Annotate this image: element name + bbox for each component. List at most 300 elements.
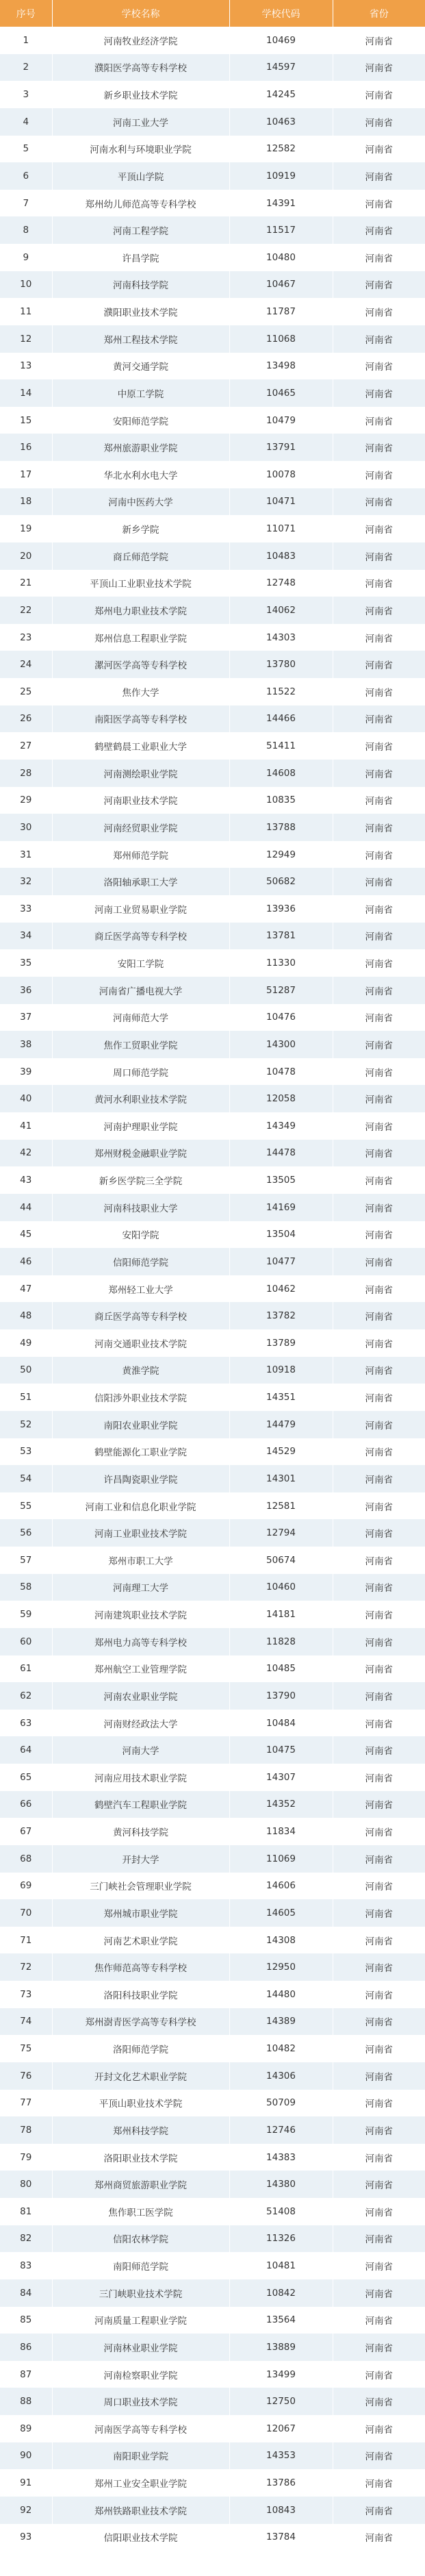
table-row [0,1981,425,2008]
table-row [0,216,425,244]
table-row [0,1302,425,1329]
cell-province: 河南省 [333,1492,425,1520]
cell-serial: 24 [0,651,52,678]
cell-province: 河南省 [333,1384,425,1411]
table-row [0,2035,425,2062]
cell-school-code: 14307 [229,1764,333,1791]
cell-serial: 46 [0,1248,52,1275]
cell-school-name: 郑州旅游职业学院 [52,434,229,461]
cell-serial: 76 [0,2062,52,2090]
cell-serial: 25 [0,678,52,705]
cell-serial: 13 [0,353,52,380]
cell-school-code: 11834 [229,1818,333,1845]
table-row [0,542,425,570]
cell-school-name: 许昌陶瓷职业学院 [52,1465,229,1492]
cell-school-name: 信阳农林学院 [52,2225,229,2253]
cell-province: 河南省 [333,923,425,950]
cell-school-code: 10843 [229,2497,333,2524]
cell-serial: 8 [0,216,52,244]
cell-serial: 86 [0,2334,52,2361]
cell-school-name: 郑州工程技术学院 [52,325,229,353]
cell-serial: 2 [0,54,52,82]
cell-school-name: 信阳职业技术学院 [52,2524,229,2551]
cell-serial: 74 [0,2008,52,2036]
cell-serial: 34 [0,923,52,950]
cell-province: 河南省 [333,1981,425,2008]
table-row [0,1112,425,1140]
table-body [0,27,425,2551]
cell-school-code: 14608 [229,760,333,787]
cell-serial: 55 [0,1492,52,1520]
cell-province: 河南省 [333,705,425,733]
table-row [0,1574,425,1601]
cell-school-name: 河南应用技术职业学院 [52,1764,229,1791]
cell-province: 河南省 [333,515,425,542]
cell-province: 河南省 [333,1465,425,1492]
table-row [0,2279,425,2307]
cell-serial: 62 [0,1682,52,1710]
cell-serial: 57 [0,1547,52,1574]
cell-school-name: 洛阳轴承职工大学 [52,868,229,895]
table-row [0,1736,425,1764]
cell-school-code: 10469 [229,27,333,54]
cell-school-code: 10483 [229,542,333,570]
cell-serial: 90 [0,2442,52,2470]
cell-school-name: 河南财经政法大学 [52,1710,229,1737]
cell-school-code: 10918 [229,1357,333,1384]
cell-serial: 81 [0,2198,52,2225]
cell-serial: 79 [0,2144,52,2171]
cell-school-code: 10479 [229,407,333,434]
cell-province: 河南省 [333,407,425,434]
table-row [0,1791,425,1818]
cell-school-code: 10467 [229,271,333,299]
cell-serial: 48 [0,1302,52,1329]
cell-school-code: 14351 [229,1384,333,1411]
cell-province: 河南省 [333,1873,425,1900]
cell-serial: 31 [0,841,52,868]
table-row [0,244,425,271]
cell-school-code: 14169 [229,1194,333,1221]
cell-province: 河南省 [333,162,425,190]
cell-school-code: 13789 [229,1329,333,1357]
cell-serial: 44 [0,1194,52,1221]
cell-school-code: 13786 [229,2469,333,2497]
cell-serial: 6 [0,162,52,190]
cell-school-name: 许昌学院 [52,244,229,271]
cell-school-name: 河南医学高等专科学校 [52,2415,229,2442]
cell-province: 河南省 [333,2225,425,2253]
cell-serial: 84 [0,2279,52,2307]
cell-school-name: 郑州市职工大学 [52,1547,229,1574]
cell-school-name: 焦作大学 [52,678,229,705]
table-row [0,2307,425,2334]
table-row [0,298,425,325]
cell-serial: 42 [0,1140,52,1167]
cell-school-name: 河南护理职业学院 [52,1112,229,1140]
cell-province: 河南省 [333,1736,425,1764]
cell-school-name: 郑州信息工程职业学院 [52,624,229,651]
cell-school-code: 14300 [229,1031,333,1058]
header-serial: 序号 [0,0,52,27]
cell-school-code: 11522 [229,678,333,705]
cell-school-code: 13782 [229,1302,333,1329]
cell-province: 河南省 [333,1221,425,1249]
cell-school-code: 13790 [229,1682,333,1710]
cell-serial: 9 [0,244,52,271]
cell-serial: 87 [0,2361,52,2388]
cell-school-name: 鹤壁鹤晨工业职业大学 [52,732,229,760]
cell-school-name: 河南工业贸易职业学院 [52,895,229,923]
cell-province: 河南省 [333,1818,425,1845]
cell-serial: 78 [0,2116,52,2144]
table-header [0,0,425,27]
cell-province: 河南省 [333,1682,425,1710]
cell-serial: 75 [0,2035,52,2062]
cell-serial: 27 [0,732,52,760]
cell-school-code: 10462 [229,1275,333,1303]
table-row [0,1818,425,1845]
table-row [0,2469,425,2497]
cell-school-code: 12949 [229,841,333,868]
cell-school-code: 13936 [229,895,333,923]
cell-serial: 54 [0,1465,52,1492]
cell-province: 河南省 [333,2497,425,2524]
cell-serial: 49 [0,1329,52,1357]
table-row [0,1927,425,1954]
table-row [0,2524,425,2551]
cell-school-name: 新乡医学院三全学院 [52,1166,229,1194]
cell-serial: 12 [0,325,52,353]
cell-school-code: 10482 [229,2035,333,2062]
cell-school-code: 14301 [229,1465,333,1492]
cell-serial: 80 [0,2171,52,2198]
table-row [0,1357,425,1384]
cell-province: 河南省 [333,271,425,299]
cell-province: 河南省 [333,949,425,977]
cell-serial: 33 [0,895,52,923]
table-row [0,1166,425,1194]
table-row [0,1140,425,1167]
cell-school-name: 河南建筑职业技术学院 [52,1601,229,1628]
header-school-code: 学校代码 [229,0,333,27]
cell-serial: 93 [0,2524,52,2551]
cell-school-code: 12748 [229,570,333,597]
cell-serial: 20 [0,542,52,570]
cell-school-code: 51408 [229,2198,333,2225]
cell-province: 河南省 [333,1547,425,1574]
cell-serial: 14 [0,379,52,407]
table-row [0,651,425,678]
cell-school-code: 12067 [229,2415,333,2442]
cell-school-name: 洛阳科技职业学院 [52,1981,229,2008]
cell-school-code: 13889 [229,2334,333,2361]
cell-province: 河南省 [333,1438,425,1466]
cell-province: 河南省 [333,2116,425,2144]
table-row [0,2198,425,2225]
table-row [0,2252,425,2279]
cell-school-name: 安阳学院 [52,1221,229,1249]
table-row [0,325,425,353]
cell-province: 河南省 [333,760,425,787]
table-row [0,271,425,299]
cell-school-name: 河南师范大学 [52,1004,229,1031]
cell-school-name: 开封文化艺术职业学院 [52,2062,229,2090]
cell-school-code: 11071 [229,515,333,542]
cell-province: 河南省 [333,2198,425,2225]
table-row [0,2497,425,2524]
cell-province: 河南省 [333,1194,425,1221]
cell-serial: 92 [0,2497,52,2524]
cell-serial: 47 [0,1275,52,1303]
cell-school-name: 新乡职业技术学院 [52,81,229,108]
cell-school-code: 13505 [229,1166,333,1194]
cell-province: 河南省 [333,1031,425,1058]
cell-province: 河南省 [333,977,425,1004]
cell-school-code: 14383 [229,2144,333,2171]
cell-province: 河南省 [333,678,425,705]
cell-school-code: 14606 [229,1873,333,1900]
cell-school-name: 郑州轻工业大学 [52,1275,229,1303]
cell-school-code: 10078 [229,461,333,488]
cell-school-name: 南阳师范学院 [52,2252,229,2279]
cell-school-code: 13784 [229,2524,333,2551]
header-province: 省份 [333,0,425,27]
cell-serial: 51 [0,1384,52,1411]
cell-serial: 29 [0,787,52,814]
cell-school-name: 鹤壁汽车工程职业学院 [52,1791,229,1818]
cell-province: 河南省 [333,136,425,163]
cell-school-code: 12750 [229,2388,333,2415]
cell-serial: 82 [0,2225,52,2253]
cell-serial: 63 [0,1710,52,1737]
cell-school-code: 14380 [229,2171,333,2198]
cell-serial: 56 [0,1519,52,1547]
table-row [0,1519,425,1547]
cell-province: 河南省 [333,1411,425,1438]
table-row [0,407,425,434]
cell-school-code: 10480 [229,244,333,271]
cell-school-code: 14466 [229,705,333,733]
table-row [0,379,425,407]
cell-school-name: 平顶山职业技术学院 [52,2090,229,2117]
table-row [0,1465,425,1492]
cell-serial: 85 [0,2307,52,2334]
table-row [0,705,425,733]
table-row [0,2388,425,2415]
cell-serial: 71 [0,1927,52,1954]
cell-school-code: 13791 [229,434,333,461]
cell-province: 河南省 [333,54,425,82]
cell-province: 河南省 [333,1601,425,1628]
table-row [0,1628,425,1655]
cell-province: 河南省 [333,814,425,841]
table-row [0,2171,425,2198]
cell-school-name: 河南质量工程职业学院 [52,2307,229,2334]
cell-school-name: 南阳医学高等专科学校 [52,705,229,733]
cell-province: 河南省 [333,787,425,814]
cell-province: 河南省 [333,2171,425,2198]
cell-school-code: 11517 [229,216,333,244]
table-row [0,353,425,380]
cell-school-code: 10919 [229,162,333,190]
cell-serial: 38 [0,1031,52,1058]
cell-school-name: 濮阳职业技术学院 [52,298,229,325]
cell-serial: 89 [0,2415,52,2442]
cell-school-code: 12058 [229,1085,333,1112]
cell-school-name: 安阳工学院 [52,949,229,977]
cell-province: 河南省 [333,325,425,353]
table-row [0,1601,425,1628]
cell-province: 河南省 [333,108,425,136]
cell-province: 河南省 [333,570,425,597]
cell-school-name: 平顶山学院 [52,162,229,190]
table-row [0,949,425,977]
table-row [0,81,425,108]
table-row [0,841,425,868]
cell-serial: 67 [0,1818,52,1845]
table-row [0,1221,425,1249]
table-row [0,895,425,923]
cell-serial: 73 [0,1981,52,2008]
cell-school-name: 黄淮学院 [52,1357,229,1384]
table-row [0,54,425,82]
table-row [0,1492,425,1520]
cell-school-code: 50682 [229,868,333,895]
cell-school-name: 河南中医药大学 [52,488,229,516]
table-row [0,732,425,760]
cell-school-name: 商丘师范学院 [52,542,229,570]
cell-province: 河南省 [333,1085,425,1112]
cell-school-code: 10842 [229,2279,333,2307]
cell-school-name: 郑州电力职业技术学院 [52,597,229,624]
table-row [0,814,425,841]
cell-province: 河南省 [333,2415,425,2442]
cell-province: 河南省 [333,1710,425,1737]
cell-school-code: 14349 [229,1112,333,1140]
cell-province: 河南省 [333,2090,425,2117]
cell-province: 河南省 [333,1791,425,1818]
cell-province: 河南省 [333,2062,425,2090]
cell-school-name: 濮阳医学高等专科学校 [52,54,229,82]
cell-province: 河南省 [333,1275,425,1303]
cell-province: 河南省 [333,1302,425,1329]
cell-school-code: 10471 [229,488,333,516]
cell-province: 河南省 [333,2361,425,2388]
cell-province: 河南省 [333,461,425,488]
cell-school-name: 郑州商贸旅游职业学院 [52,2171,229,2198]
cell-school-name: 河南工业职业技术学院 [52,1519,229,1547]
cell-school-code: 50709 [229,2090,333,2117]
table-row [0,27,425,54]
cell-school-code: 51287 [229,977,333,1004]
cell-serial: 36 [0,977,52,1004]
cell-school-name: 河南水利与环境职业学院 [52,136,229,163]
table-row [0,2008,425,2036]
cell-province: 河南省 [333,624,425,651]
cell-serial: 60 [0,1628,52,1655]
cell-school-code: 10476 [229,1004,333,1031]
table-row [0,1194,425,1221]
cell-province: 河南省 [333,542,425,570]
cell-serial: 7 [0,190,52,217]
table-row [0,1031,425,1058]
cell-school-code: 10481 [229,2252,333,2279]
cell-school-code: 12794 [229,1519,333,1547]
table-row [0,1004,425,1031]
cell-school-code: 14597 [229,54,333,82]
cell-province: 河南省 [333,1628,425,1655]
cell-school-name: 郑州城市职业学院 [52,1899,229,1927]
cell-school-code: 13499 [229,2361,333,2388]
cell-school-code: 13788 [229,814,333,841]
cell-school-name: 河南测绘职业学院 [52,760,229,787]
cell-school-name: 郑州铁路职业技术学院 [52,2497,229,2524]
cell-province: 河南省 [333,1953,425,1981]
table-row [0,2090,425,2117]
cell-school-code: 51411 [229,732,333,760]
cell-school-code: 14478 [229,1140,333,1167]
cell-school-code: 14306 [229,2062,333,2090]
table-row [0,597,425,624]
cell-school-name: 河南交通职业技术学院 [52,1329,229,1357]
cell-school-name: 河南工业和信息化职业学院 [52,1492,229,1520]
cell-province: 河南省 [333,244,425,271]
cell-school-code: 11828 [229,1628,333,1655]
cell-serial: 15 [0,407,52,434]
cell-school-name: 河南职业技术学院 [52,787,229,814]
table-row [0,787,425,814]
cell-school-name: 郑州财税金融职业学院 [52,1140,229,1167]
cell-school-code: 10463 [229,108,333,136]
cell-serial: 64 [0,1736,52,1764]
table-row [0,1411,425,1438]
cell-school-name: 黄河交通学院 [52,353,229,380]
table-row [0,1384,425,1411]
cell-province: 河南省 [333,2334,425,2361]
cell-serial: 53 [0,1438,52,1466]
table-row [0,1058,425,1086]
table-row [0,1329,425,1357]
cell-province: 河南省 [333,597,425,624]
cell-school-code: 10460 [229,1574,333,1601]
cell-province: 河南省 [333,1357,425,1384]
table-row [0,2144,425,2171]
cell-serial: 3 [0,81,52,108]
table-row [0,760,425,787]
cell-serial: 59 [0,1601,52,1628]
cell-school-name: 平顶山工业职业技术学院 [52,570,229,597]
table-row [0,136,425,163]
table-row [0,1710,425,1737]
cell-province: 河南省 [333,1927,425,1954]
cell-serial: 40 [0,1085,52,1112]
table-row [0,1682,425,1710]
cell-serial: 58 [0,1574,52,1601]
table-row [0,1085,425,1112]
cell-school-code: 13498 [229,353,333,380]
table-row [0,2062,425,2090]
table-row [0,868,425,895]
cell-province: 河南省 [333,434,425,461]
cell-school-name: 南阳农业职业学院 [52,1411,229,1438]
cell-serial: 22 [0,597,52,624]
table-row [0,2334,425,2361]
table-row [0,434,425,461]
table-row [0,1953,425,1981]
cell-serial: 5 [0,136,52,163]
cell-school-name: 郑州师范学院 [52,841,229,868]
